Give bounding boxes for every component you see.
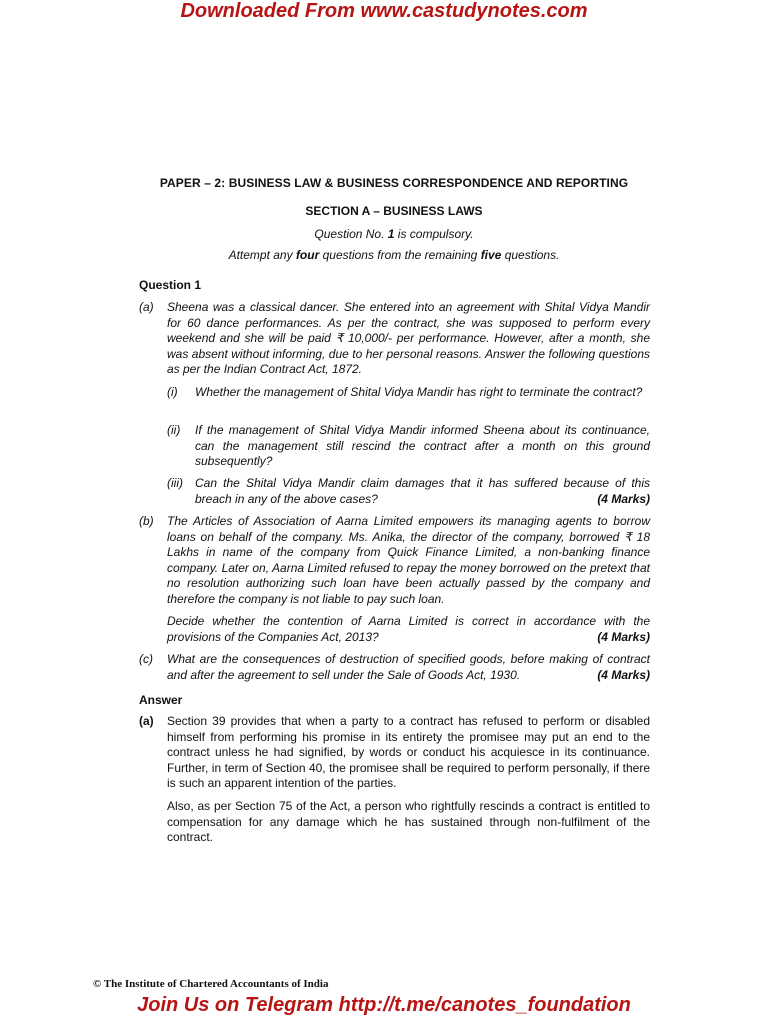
instruction1-pre: Question No. <box>314 227 388 241</box>
q-a-iii-text <box>195 476 650 507</box>
q-b-marks: (4 Marks) <box>597 629 650 644</box>
q-b-text2 <box>167 614 650 645</box>
ans-a-label: (a) <box>139 714 154 728</box>
header-banner: Downloaded From www.castudynotes.com <box>180 0 588 22</box>
q-c-text <box>167 652 650 683</box>
instruction1-bold: 1 <box>387 227 395 241</box>
answer-heading: Answer <box>139 693 183 707</box>
q-c-body: What are the consequences of destruction of specified goods, before making of contract and after the agreement to sell under the Sale of Goods Act, 1930. <box>167 652 650 682</box>
question-heading: Question 1 <box>139 278 202 292</box>
instruction-compulsory <box>100 227 688 241</box>
q-a-ii-text: If the management of Shital Vidya Mandir informed Sheena about its continuance, can the management still rescind the contract after a month on this ground subsequently? <box>195 423 650 468</box>
q-a-iii-label: (iii) <box>167 476 183 490</box>
footer-banner: Join Us on Telegram http://t.me/canotes_foundation <box>137 994 631 1016</box>
q-c-marks: (4 Marks) <box>597 667 650 682</box>
q-a-text: Sheena was a classical dancer. She entered into an agreement with Shital Vidya Mandir for 60 dance performances. As per the contract, she was supposed to perform every weekend and she will be paid ₹ 10,000/- per performance. However, after a month, she was absent without informing, due to her personal reasons. Answer the following questions as per the Indian Contract Act, 1872. <box>167 300 650 376</box>
copyright-notice: © The Institute of Chartered Accountants of India <box>93 978 329 990</box>
instruction1-post: is compulsory. <box>394 227 474 241</box>
section-title: SECTION A – BUSINESS LAWS <box>305 204 483 218</box>
paper-title: PAPER – 2: BUSINESS LAW & BUSINESS CORRESPONDENCE AND REPORTING <box>159 176 629 190</box>
q-a-marks: (4 Marks) <box>597 491 650 506</box>
q-a-i-label: (i) <box>167 385 178 399</box>
ans-a-para1: Section 39 provides that when a party to a contract has refused to perform or disabled himself from performing his promise in its entirety the promisee may put an end to the contract unless he had signified, by words or conduct his acquiesce in its continuance. Further, in term of Section 40, the promisee shall be required to perform personally, if there is such an apparent intention of the parties. <box>167 714 650 790</box>
q-a-iii-body: Can the Shital Vidya Mandir claim damages that it has suffered because of this breach in any of the above cases? <box>195 476 650 506</box>
instruction2-bold1: four <box>295 248 320 262</box>
instruction2-pre: Attempt any <box>228 248 296 262</box>
q-a-ii-label: (ii) <box>167 423 181 437</box>
instruction2-bold2: five <box>480 248 502 262</box>
q-a-i-text: Whether the management of Shital Vidya Mandir has right to terminate the contract? <box>195 385 643 399</box>
instruction-attempt <box>100 248 688 262</box>
q-c-label: (c) <box>139 652 153 666</box>
q-b-text: The Articles of Association of Aarna Limited empowers its managing agents to borrow loans on behalf of the company. Ms. Anika, the director of the company, borrowed ₹ 18 Lakhs in name of the company from Quick Finance Limited, a non-banking finance company. Later on, Aarna Limited refused to repay the money borrowed on the pretext that no resolution authorizing such loan have been actually passed by the company and therefore the company is not liable to pay such loan. <box>167 514 650 606</box>
q-b-body2: Decide whether the contention of Aarna Limited is correct in accordance with the provisions of the Companies Act, 2013? <box>167 614 650 644</box>
instruction2-post: questions. <box>501 248 560 262</box>
ans-a-para2: Also, as per Section 75 of the Act, a person who rightfully rescinds a contract is entitled to compensation for any damage which he has sustained through non-fulfilment of the contract. <box>167 799 650 844</box>
q-b-label: (b) <box>139 514 154 528</box>
q-a-label: (a) <box>139 300 154 314</box>
instruction2-mid: questions from the remaining <box>319 248 481 262</box>
